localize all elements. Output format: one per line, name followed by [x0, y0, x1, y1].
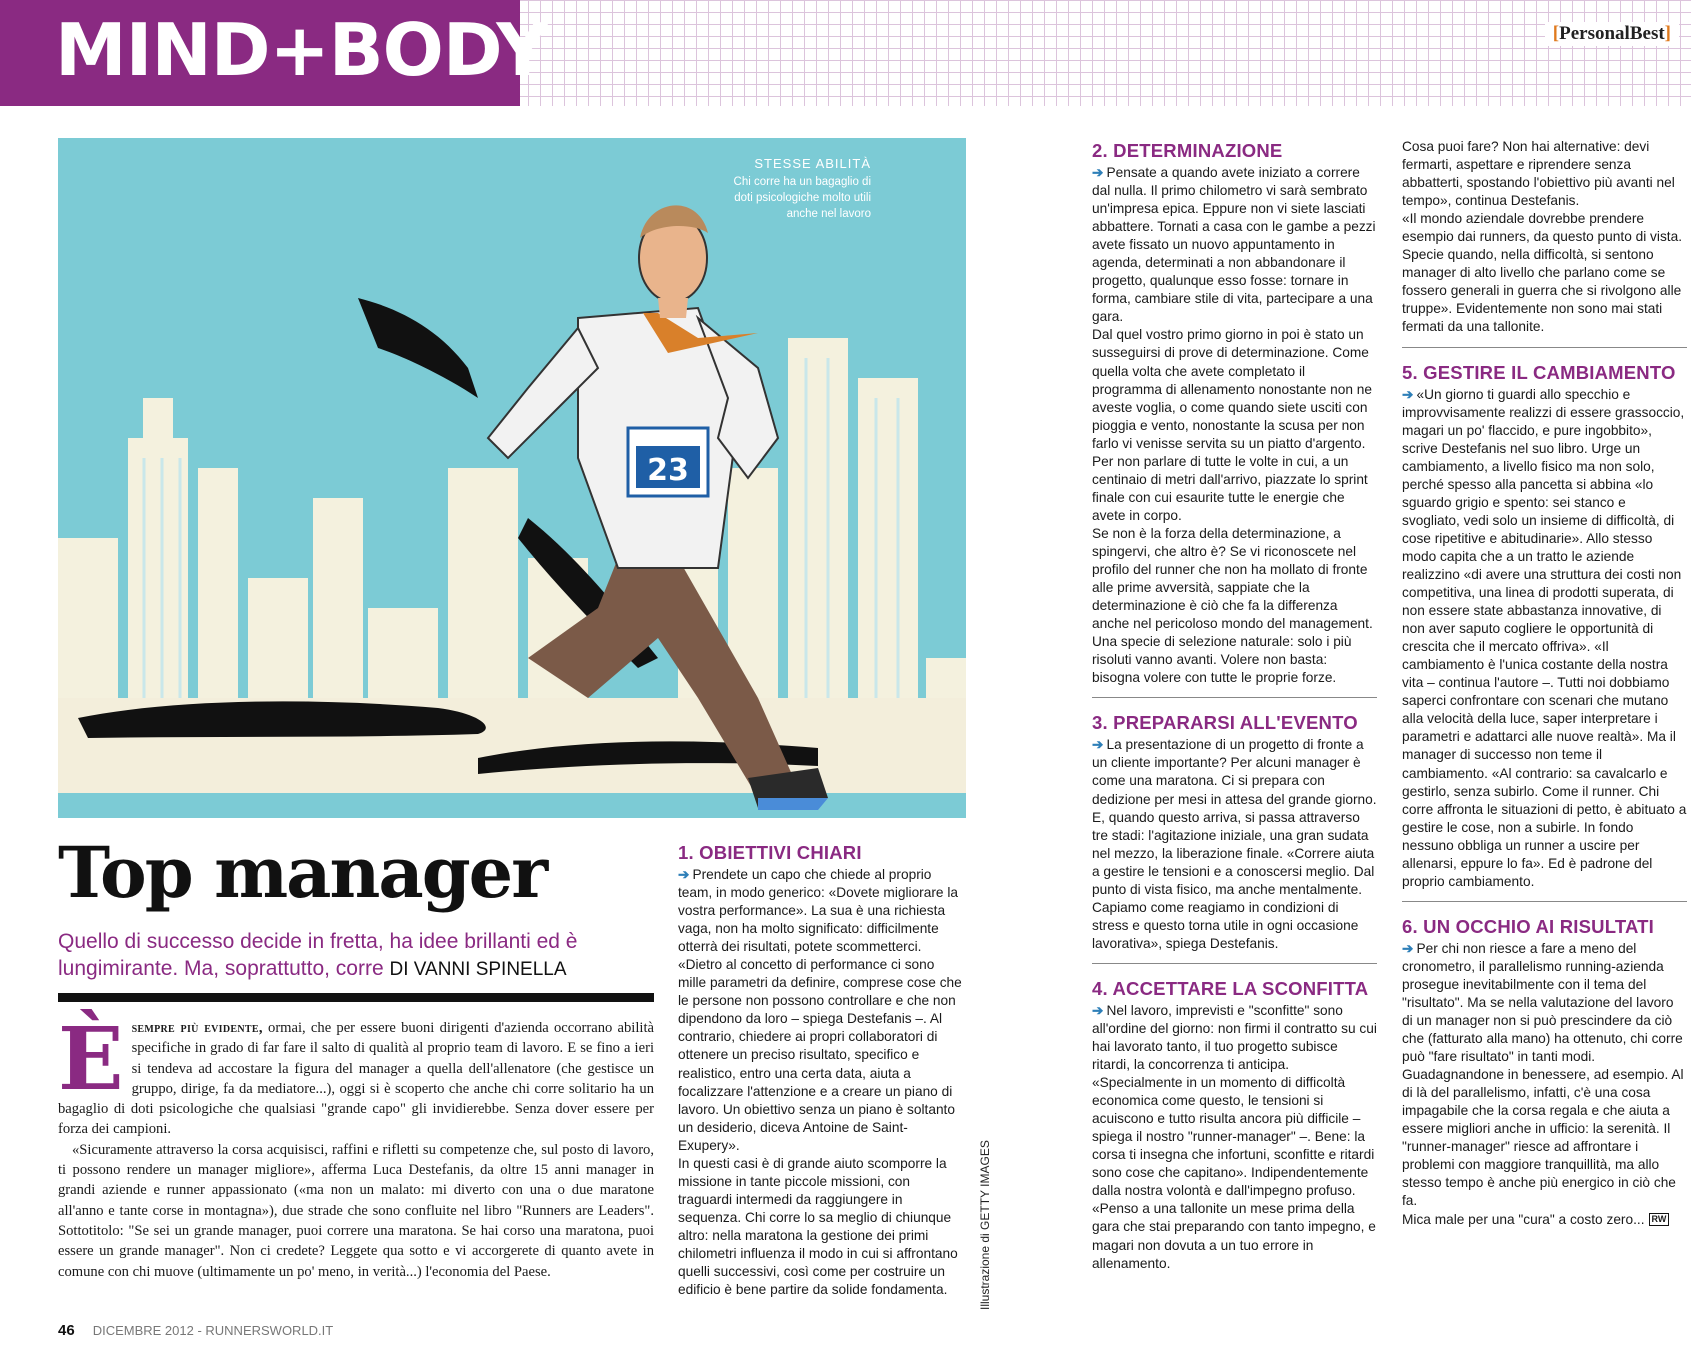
section-2-paragraph-2: Dal quel vostro primo giorno in poi è stato un susseguirsi di prove di determinazione. Come quella volta che avete completato il programma di allenamento nonostante non ne aveste voglia, o come quando siete usciti con pioggia e vento, nonostante la scusa per non farlo vi venisse servita su un piatto d'argento. Per non parlare di tutte le volte in cui, a un centinaio di metri dall'arrivo, piazzate lo sprint finale con cui esaurite tutte le energie che avete in corpo.	[1092, 327, 1373, 523]
arrow-icon: ➔	[1092, 1002, 1104, 1018]
article-headline: Top manager	[58, 831, 547, 914]
section-1-paragraph-1: ➔ Prendete un capo che chiede al proprio team, in modo generico: «Dovete migliorare la vostra performance». La sua è una richiesta vaga, non ha molto significato: difficilmente otterrà dei risultati, potete scommetterci.	[678, 867, 958, 955]
tag-bracket-right: ]	[1664, 23, 1671, 44]
section-1-paragraph-3: In questi casi è di grande aiuto scomporre la missione in tante piccole missioni, con traguardi intermedi da raggiungere in sequenza. Chi corre lo sa meglio di chiunque altro: nella maratona la gestione dei primi chilometri influenza il modo in cui si affrontano quelli successivi, così come per costruire un edificio è bene partire da solide fondamenta.	[678, 1155, 958, 1298]
arrow-icon: ➔	[1402, 940, 1414, 956]
arrow-icon: ➔	[678, 867, 690, 882]
intro-paragraph-1	[58, 1009, 654, 1140]
bib-number: 23	[647, 453, 689, 488]
section-3-paragraph-1: ➔ La presentazione di un progetto di fronte a un cliente importante? Per alcuni manager è come una maratona. Ci si prepara con dedizione per mesi in attesa del grande giorno. E, quando questo arriva, si passa attraverso tre stadi: l'agitazione iniziale, una gran sudata nel mezzo, la liberazione finale. «Correre aiuta a gestire le tensioni e a conoscersi meglio. Dal punto di vista fisico, ma anche mentalmente. Capiamo come reagiamo in condizioni di stress e questo torna utile in ogni occasione lavorativa», spiega Destefanis.	[1092, 737, 1377, 951]
runner-illustration	[58, 138, 966, 818]
section-divider	[1402, 347, 1687, 348]
image-caption-title: STESSE ABILITÀ	[754, 156, 871, 171]
column-3	[1402, 138, 1687, 1229]
section-title-4: 4. ACCETTARE LA SCONFITTA	[1092, 977, 1369, 999]
intro-text-1: ormai, che per essere buoni dirigenti d'azienda occorrano abilità specifiche in grado di far fare il salto di qualità al proprio team di lavoro. E se fino a ieri si tendeva ad accostare la figura del manager a quella dell'allenatore (che gestisce un gruppo, dirige, fa da mediatore...), oggi si è scoperto che anche chi corre solitario ha un bagaglio di doti psicologiche che qualsiasi "grande capo" gli invidierebbe. Senza dover essere per forza dei campioni.	[58, 1020, 654, 1138]
section-divider	[1402, 901, 1687, 902]
section-5-paragraph-1: ➔ «Un giorno ti guardi allo specchio e improvvisamente realizzi di essere grassoccio, magari un po' flaccido, e pure ingobbito», scrive Destefanis nel suo libro. Urge un cambiamento, a livello fisico ma non solo, perché spesso alla pancetta si abbina «lo sguardo grigio e spento: sei stanco e svogliato, vedi solo un insieme di difficoltà, di cose ripetitive e abitudinarie». Allo stesso modo capita che a un tratto le aziende realizzino «di avere una struttura dei costi non competitiva, una linea di prodotti superata, di non essere state abbastanza innovative, di non aver saputo cogliere le opportunità di crescita che il mercato offriva». «Il cambiamento è l'unica costante della nostra vita – continua l'autore –. Tutti noi dobbiamo saperci confrontare con scenari che mutano alla velocità della luce, saper interpretare i parametri e adattarci alle nuove realtà». Ma il manager di successo non teme il cambiamento. «Al contrario: sa cavalcarlo e gestirlo, senza subirlo. Come il runner. Chi corre affronta le situazioni di petto, è abituato a gestire le cose, non a subirle. In fondo nessuno obbliga un runner a uscire per allenarsi, eppure lo fa». Ed è padrone del proprio cambiamento.	[1402, 386, 1687, 889]
tag-bracket-left: [	[1552, 23, 1560, 44]
issue-info: DICEMBRE 2012 - RUNNERSWORLD.IT	[92, 1323, 334, 1338]
article-subhead	[58, 928, 668, 983]
column-2	[1092, 140, 1377, 1273]
arrow-icon: ➔	[1402, 386, 1414, 402]
section-title-1: 1. OBIETTIVI CHIARI	[678, 842, 862, 863]
intro-paragraph-2: «Sicuramente attraverso la corsa acquisisci, raffini e rifletti su competenze che, sul posto di lavoro, ti possono rendere un manager migliore», afferma Luca Destefanis, da oltre 15 anni manager in grandi aziende e runner appassionato («ma non un malato: mi diverto con una o due maratone all'anno e tante corse in montagna»), due strade che sono confluite nel libro "Runners are Leaders". Sottotitolo: "Se sei un grande manager, puoi correre una maratona. Se hai corso una maratona, puoi essere un grande manager". Non ci credete? Leggete qua sotto e vi accorgerete di quanto avete in comune con chi muove (ultimamente un po' meno, in verità...) l'economia del Paese.	[58, 1141, 654, 1280]
byline: DI VANNI SPINELLA	[389, 959, 567, 980]
section-1-paragraph-2: «Dietro al concetto di performance ci sono mille parametri da definire, comprese cose che le persone non possono controllare e che non dipendono da loro – spiega Destefanis –. Al contrario, chiedere ai propri collaboratori di ottenere un preciso risultato, specifico e realistico, entro una certa data, aiuta a focalizzare l'attenzione e a creare un piano di lavoro. Un obiettivo senza un piano è soltanto un desiderio, diceva Antoine de Saint-Exupery».	[678, 957, 962, 1153]
column-tag-label: PersonalBest	[1559, 23, 1665, 44]
section-title-3: 3. PREPARARSI ALL'EVENTO	[1092, 712, 1358, 734]
ground-strip	[58, 793, 966, 818]
section-title-5: 5. GESTIRE IL CAMBIAMENTO	[1402, 361, 1676, 383]
image-caption-body: Chi corre ha un bagaglio di doti psicologiche molto utili anche nel lavoro	[733, 176, 871, 220]
section-2-paragraph-3: Se non è la forza della determinazione, a spingervi, che altro è? Se vi riconoscete nel profilo del runner che non ha mollato di fronte alle prime avversità, sappiate che la determinazione è ciò che fa la differenza anche nel pericoloso mondo del management. Una specie di selezione naturale: solo i più risoluti vanno avanti. Volere non basta: bisogna volere con tutte le proprie forze.	[1092, 525, 1373, 686]
arrow-icon: ➔	[1092, 737, 1104, 753]
section-title: MIND+BODY	[55, 8, 548, 92]
illustration-artwork	[58, 138, 966, 818]
section-4-paragraph-1: ➔ Nel lavoro, imprevisti e "sconfitte" sono all'ordine del giorno: non firmi il contratto su cui hai lavorato tanto, il tuo progetto subisce ritardi, la concorrenza ti anticipa.	[1092, 1002, 1377, 1073]
section-title-band	[0, 0, 548, 106]
intro-lead: sempre più evidente,	[131, 1020, 263, 1036]
section-2-paragraph-1: ➔ Pensate a quando avete iniziato a correre dal nulla. Il primo chilometro vi sarà sembrato un'impresa epica. Eppure non vi siete lasciati abbattere. Tornati a casa con le gambe a pezzi avete fissato un nuovo appuntamento in agenda, determinati a non abbandonare il progetto, qualunque esso fosse: tornare in forma, cambiare stile di vita, partecipare a una gara.	[1092, 165, 1376, 325]
section-6-paragraph-2: Mica male per una "cura" a costo zero... RW	[1402, 1211, 1687, 1229]
end-mark: RW	[1649, 1213, 1670, 1226]
section-4-paragraph-3: Cosa puoi fare? Non hai alternative: devi fermarti, aspettare e riprendere senza abbatterti, spostando l'obiettivo più avanti nel tempo», continua Destefanis.	[1402, 139, 1675, 209]
page-number: 46	[58, 1322, 75, 1339]
page-footer	[58, 1322, 333, 1339]
drop-cap: È	[58, 1009, 124, 1110]
section-4-paragraph-4: «Il mondo aziendale dovrebbe prendere esempio dai runners, da questo punto di vista. Specie quando, nella difficoltà, si sentono manager di alto livello che parlano come se fossero generali in guerra che si rivolgono alle truppe». Evidentemente non sono mai stati fermati da una tallonite.	[1402, 211, 1683, 335]
section-divider	[1092, 963, 1377, 964]
arrow-icon: ➔	[1092, 165, 1104, 180]
section-title-6: 6. UN OCCHIO AI RISULTATI	[1402, 915, 1655, 937]
photo-credit: Illustrazione di GETTY IMAGES	[978, 1140, 992, 1310]
subhead-text: Quello di successo decide in fretta, ha idee brillanti ed è lungimirante. Ma, soprattutto, corre	[58, 930, 578, 980]
section-title-2: 2. DETERMINAZIONE	[1092, 140, 1283, 161]
headline-rule	[58, 993, 654, 1002]
section-4-paragraph-2: «Specialmente in un momento di difficoltà economica come questo, le tensioni si acuiscono e tutto risulta ancora più difficile – spiega il nostro "runner-manager" –. Bene: la corsa ti insegna che infortuni, sconfitte e ritardi sono cose che capitano». Indipendentemente dalla nostra volontà e dall'impegno profuso. «Penso a una tallonite un mese prima della gara che stai preparando con tanto impegno, e magari non dovuta a un tuo errore in allenamento.	[1092, 1075, 1376, 1271]
column-1	[678, 842, 963, 1299]
section-divider	[1092, 697, 1377, 698]
section-6-paragraph-1: ➔ Per chi non riesce a fare a meno del cronometro, il parallelismo running-azienda prosegue inevitabilmente con il tema del "risultato". Ma se nella valutazione del lavoro di un manager non si può prescindere da ciò che (fatturato alla mano) ha ottenuto, chi corre può "fare risultato" in tanti modi. Guadagnandone in benessere, ad esempio. Al di là del parallelismo, infatti, c'è una cosa impagabile che la corsa regala e che aiuta a essere migliori anche in ufficio: la serenità. Il "runner-manager" riesce ad affrontare i problemi con maggiore tranquillità, ma allo stesso tempo è anche più energico in ciò che fa.	[1402, 940, 1684, 1209]
column-tag	[1545, 22, 1679, 46]
section-header	[0, 0, 1691, 106]
article-intro	[58, 1009, 654, 1282]
